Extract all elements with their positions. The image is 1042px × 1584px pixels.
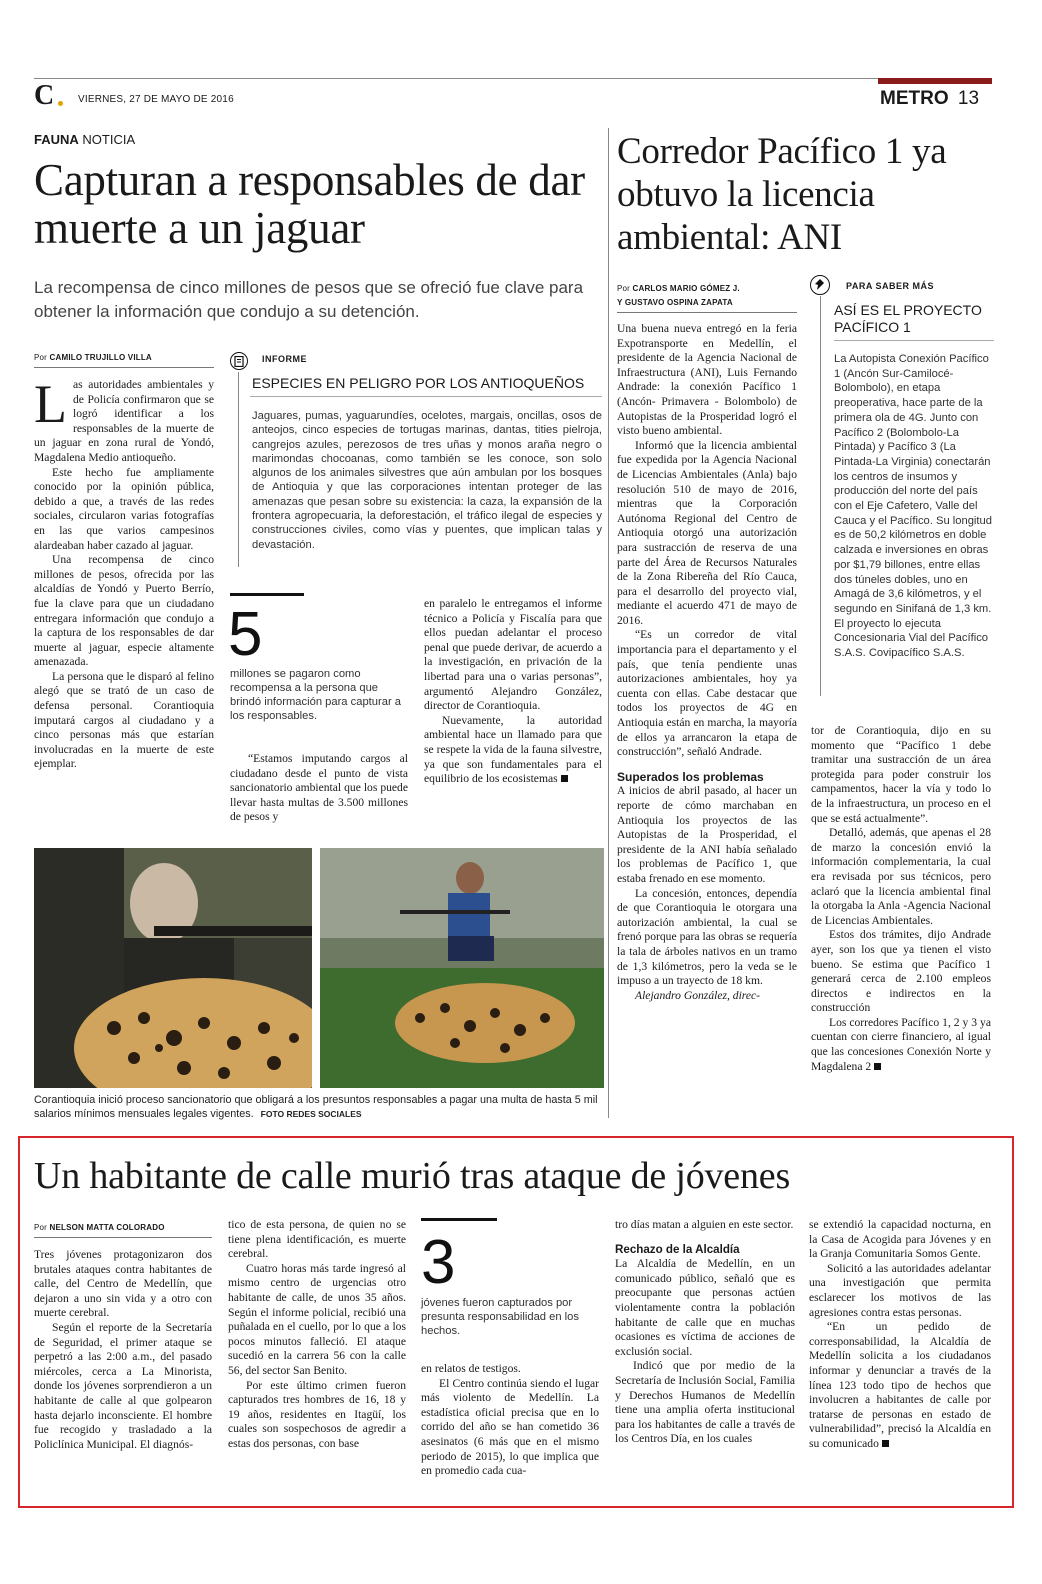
section-label: METRO [880, 88, 949, 109]
article3-c4-p2: La Alcaldía de Medellín, en un comunicado público, señaló que es preocupante que personas actúen violentamente contra la población habitante de calle que en muchas ocasiones es víctima de acciones de exclusión social. [615, 1257, 795, 1358]
box-label: PARA SABER MÁS [846, 281, 935, 291]
article2-p1: Una buena nueva entregó en la feria Expotransporte en Medellín, el presidente de la Agencia Nacional de Infraestructura (ANI), Luis Fernando Andrade: la conexión Pacífico 1 (Ancón- Primavera - Bolombolo) de Autopistas de la Prosperidad logró el visto bueno ambiental. [617, 322, 797, 438]
article2-subhead: Superados los problemas [617, 769, 764, 784]
c4-p4-text: Los corredores Pacífico 1, 2 y 3 ya cuentan con cierre financiero, al igual que las concesiones Conexión Norte y Magdalena 2 [811, 1015, 991, 1073]
c5-p3-text: “En un pedido de corresponsabilidad, la Alcaldía de Medellín solicita a los ciudadanos informar y denunciar a través de la línea 123 todo tipo de hechos que involucren a habitantes de calle por tratarse de personas en estado de vulnerabilidad”, precisó la Alcaldía en su comunicado [809, 1320, 991, 1450]
byline2-por: Por [617, 284, 631, 293]
issue-date: VIERNES, 27 DE MAYO DE 2016 [78, 94, 234, 105]
byline2-name1: CARLOS MARIO GÓMEZ J. [632, 284, 740, 293]
byline-por: Por [34, 353, 48, 362]
end-mark-2 [874, 1063, 881, 1070]
article3-col2 [228, 1218, 406, 1452]
article3-c5-p2: Solicitó a las autoridades adelantar una investigación que permita esclarecer los motivos de las agresiones contra estas personas. [809, 1261, 991, 1319]
column-divider [608, 128, 609, 1118]
article1-deck: La recompensa de cinco millones de pesos que se ofreció fue clave para obtener la información que condujo a su detención. [34, 278, 584, 321]
jaguar-photo-left [34, 848, 312, 1088]
article2-c4-p1: tor de Corantioquia, dijo en su momento que “Pacífico 1 debe tramitar una sustracción de un área protegida para poder construir los campamentos, hacer la vía y todo lo de la infraestructura, un proceso en el que se está actualmente”. [811, 724, 991, 825]
byline3-por: Por [34, 1223, 48, 1232]
article3-c1-p2: Según el reporte de la Secretaría de Seguridad, el primer ataque se perpetró a las 2:00 a.m., del pasado miércoles, cerca a La Minorista, donde los jóvenes sorprendieron a un habitante de calle al que golpearon hasta dejarlo inconsciente. El hombre fue recogido y trasladado a la Policlínica Municipal. El diagnós- [34, 1320, 212, 1451]
byline2-name2: Y GUSTAVO OSPINA ZAPATA [617, 298, 733, 307]
article2-p2: Informó que la licencia ambiental fue expedida por la Agencia Nacional de Licencias Ambientales (Anla) bajo resolución 510 de mayo de 2016, mientras que la Corporación Autónoma Regional del Centro de Antioquia otorgó una autorización para sustracción de reserva de una parte del Área de Recursos Naturales de la Zona Ribereña del Río Cauca, para el desarrollo del proyecto vial, mediante el acuerdo 471 de mayo de 2016. [617, 438, 797, 627]
article3-headline: Un habitante de calle murió tras ataque de jóvenes [34, 1155, 791, 1197]
section-bar [878, 78, 992, 84]
article2-p4: A inicios de abril pasado, al hacer un reporte de cómo marchaban en Antioquia los proyectos de las Autopistas de la Prosperidad, el presidente de la ANI había señalado los problemas de Pacífico 1, que estaba frenado en ese momento. [617, 784, 797, 885]
article2-col1 [617, 322, 797, 1003]
article1-byline [34, 353, 152, 362]
drop-cap: L [34, 374, 67, 434]
informe-title: ESPECIES EN PELIGRO POR LOS ANTIOQUEÑOS [252, 375, 585, 391]
caption-credit: FOTO REDES SOCIALES [260, 1109, 362, 1119]
kicker-type: NOTICIA [82, 132, 136, 147]
article2-c4-p3: Estos dos trámites, dijo Andrade ayer, son los que ya tienen el visto bueno. Se estima que Pacífico 1 generará cerca de 2.100 empleos directos e indirectos en la construcción [811, 928, 991, 1015]
caption-text: Corantioquia inició proceso sancionatorio que obligará a los presuntos responsables a pagar una multa de hasta 5 mil salarios mínimos mensuales legales vigentes. [34, 1094, 598, 1120]
kicker-section: FAUNA [34, 132, 79, 147]
article1-headline: Capturan a responsables de dar muerte a un jaguar [34, 155, 585, 253]
page-number: 13 [957, 88, 980, 109]
article2-col2 [811, 724, 991, 1074]
box-left-rule [820, 296, 821, 696]
box-title: ASÍ ES EL PROYECTO PACÍFICO 1 [834, 302, 982, 335]
article1-col3 [424, 597, 602, 787]
jaguar-photo-right [320, 848, 604, 1088]
byline-rule [34, 367, 214, 368]
article3-c3-p2: El Centro continúa siendo el lugar más violento de Medellín. La estadística oficial precisa que en lo corrido del año se han cometido 36 asesinatos (6 más que en el mismo periodo de 2015), lo que implica que en promedio cada cua- [421, 1376, 599, 1478]
r-p2-text: Nuevamente, la autoridad ambiental hace un llamado para que se respete la vida de la fauna silvestre, ya que son fundamentales para el equilibrio de los ecosistemas [424, 713, 602, 786]
article3-c4-p3: Indicó que por medio de la Secretaría de Inclusión Social, Familia y Derechos Humanos de Medellín tiene una amplia oferta institucional para los habitantes de calle a través de los Centros Día, en los cuales [615, 1359, 795, 1446]
article3-c2-p3: Por este último crimen fueron capturados tres hombres de 16, 18 y 19 años, residentes en Itagüí, los cuales son sospechosos de agredir a estas dos personas, con base [228, 1378, 406, 1450]
informe-left-rule [238, 372, 239, 567]
stat-rule [230, 593, 304, 596]
stat3-rule [421, 1218, 497, 1221]
logo: C [34, 80, 55, 111]
article3-byline [34, 1223, 165, 1232]
informe-icon [230, 352, 248, 370]
article3-subhead: Rechazo de la Alcaldía [615, 1242, 740, 1256]
stat3-number: 3 [421, 1228, 456, 1297]
article3-col4 [615, 1218, 795, 1447]
informe-title-rule [250, 396, 602, 397]
article3-col3 [421, 1362, 599, 1479]
byline3-name: NELSON MATTA COLORADO [49, 1223, 165, 1232]
box-title-rule [834, 340, 994, 341]
article2-p6: Alejandro González, direc- [635, 988, 761, 1002]
p1-text: as autoridades ambientales y de Policía confirmaron que se logró identificar a los responsables de la muerte de un jaguar en zona rural de Yondó, Magdalena Medio antioqueño. [34, 378, 214, 464]
top-rule [34, 78, 992, 79]
section-name [880, 89, 979, 109]
article2-c4-p4 [811, 1016, 991, 1074]
logo-dot [58, 101, 63, 106]
box-text: La Autopista Conexión Pacífico 1 (Ancón Sur-Camilocé-Bolombolo), en etapa preoperativa, hace parte de la primera ola de 4G. Junto con Pacífico 2 (Bolombolo-La Pintada) y Pacífico 3 (La Pintada-La Virginia) conectarán los centros de insumos y producción del norte del país con el Eje Cafetero, Valle del Cauca y el Pacífico. Su longitud es de 50,2 kilómetros en doble calzada e inversiones en obras por $1,79 billones, entre ellas dos túneles dobles, uno en Amagá de 3,6 kilómetros, y el segundo en Sinifaná de 1,3 km. El proyecto lo ejecuta Concesionaria Vial del Pacífico S.A.S. Covipacífico S.A.S. [834, 353, 992, 660]
article3-col5 [809, 1218, 991, 1452]
informe-text: Jaguares, pumas, yaguarundíes, ocelotes, margais, oncillas, osos de anteojos, cinco especies de tortugas marinas, dantas, tities pielroja, cangrejos azules, perezosos de tres uñas y monos araña negro o marimondas chocoanas, como también se les conoce, son solo algunos de los animales silvestres que aún ambulan por los bosques de Antioquia y que las corporaciones intentan proteger de las amenazas que pesan sobre su existencia: la caza, la expansión de la frontera agropecuaria, la deforestación, el tráfico ilegal de especies y construcciones civiles, como vías y puentes, que implican talas y devastación. [252, 410, 602, 551]
article2-byline [617, 282, 740, 310]
article3-c5-p3 [809, 1320, 991, 1451]
byline-name: CAMILO TRUJILLO VILLA [49, 353, 152, 362]
article3-c2-p2: Cuatro horas más tarde ingresó al mismo centro de urgencias otro habitante de calle, de unos 35 años. Según el informe policial, recibió una puñalada en el cuello, por lo que a los pocos minutos falleció. El ataque sucedió en la carrera 56 con la calle 56, del sector San Benito. [228, 1261, 406, 1377]
article1-p2: Este hecho fue ampliamente conocido por la opinión pública, debido a que, a través de las redes sociales, circularon varias fotografías en las que varios campesinos alardeaban haber cazado al jaguar. [34, 465, 214, 552]
article1-r-p2 [424, 714, 602, 787]
article3-c4-p1: tro días matan a alguien en este sector. [615, 1218, 794, 1231]
article2-c4-p2: Detalló, además, que apenas el 28 de marzo la concesión envió la información complementaria, la cual era revisada por sus técnicos, pero aclaró que la licencia ambiental final la otorgaba la Anla -Agencia Nacional de Licencias Ambientales. [811, 826, 991, 927]
pin-icon [810, 275, 830, 295]
stat3-text: jóvenes fueron capturados por presunta responsabilidad en los hechos. [421, 1297, 579, 1337]
article1-col1 [34, 374, 214, 772]
byline3-rule [34, 1237, 212, 1238]
article1-kicker [34, 132, 135, 147]
article1-p3: Una recompensa de cinco millones de pesos, ofrecida por las alcaldías de Yondó y Puerto Berrío, fue la clave para que un ciudadano entregara información que condujo a la captura de los responsables de dar muerte al jaguar, especie altamente amenazada. [34, 553, 214, 669]
article3-c1-p1: Tres jóvenes protagonizaron dos brutales ataques contra habitantes de calle, del Centro de Medellín, que dejaron a uno sin vida y a otro con muerte cerebral. [34, 1248, 212, 1320]
article1-r-p1: en paralelo le entregamos el informe técnico a Policía y Fiscalía para que ellos puedan adelantar el proceso penal que puede derivar, de acuerdo a la investigación, en privación de la libertad para una o varias personas”, argumentó Alejandro González, director de Corantioquia. [424, 597, 602, 713]
byline2-rule [617, 312, 797, 313]
article1-quote [230, 752, 408, 825]
article3-c2-p1: tico de esta persona, de quien no se tiene plena identificación, es muerte cerebral. [228, 1218, 406, 1261]
end-mark-3 [882, 1440, 889, 1447]
quote-text: “Estamos imputando cargos al ciudadano desde el punto de vista sancionatorio ambiental que los puede llevar hasta multas de 3.500 millones de pesos y [230, 752, 408, 824]
article3-col1 [34, 1248, 212, 1452]
stat-text: millones se pagaron como recompensa a la persona que brindó información para capturar a los responsables. [230, 668, 402, 722]
photo-caption [34, 1093, 604, 1121]
article3-c3-p1: en relatos de testigos. [421, 1362, 521, 1375]
article1-p1 [34, 374, 214, 466]
informe-label: INFORME [262, 354, 307, 364]
stat-number: 5 [228, 600, 263, 669]
end-mark [561, 775, 568, 782]
article2-p3: “Es un corredor de vital importancia para el departamento y el país, que tenía pendiente unas autorizaciones ambientales, hoy ya cuenta con ellas. Cabe destacar que todos los proyectos de 4G en Antioquia están en marcha, la mayoría de ellos ya arrancaron la etapa de construcción”, señaló Andrade. [617, 628, 797, 759]
article3-c5-p1: se extendió la capacidad nocturna, en la Casa de Acogida para Jóvenes y en la Granja Comunitaria Somos Gente. [809, 1218, 991, 1261]
article2-headline: Corredor Pacífico 1 ya obtuvo la licencia ambiental: ANI [617, 131, 947, 258]
article2-p5: La concesión, entonces, dependía de que Corantioquia le otorgara una autorización ambiental, la cual se frenó porque para las obras se requería la tala de árboles nativos en un tramo de 1,3 kilómetros, pero la veda se le impuso a un trayecto de 18 km. [617, 886, 797, 988]
article1-p4: La persona que le disparó al felino alegó que se trató de un caso de defensa personal. Corantioquia imputará cargos al ciudadano y a cinco personas más que estarían involucradas en la muerte de este ejemplar. [34, 669, 214, 771]
